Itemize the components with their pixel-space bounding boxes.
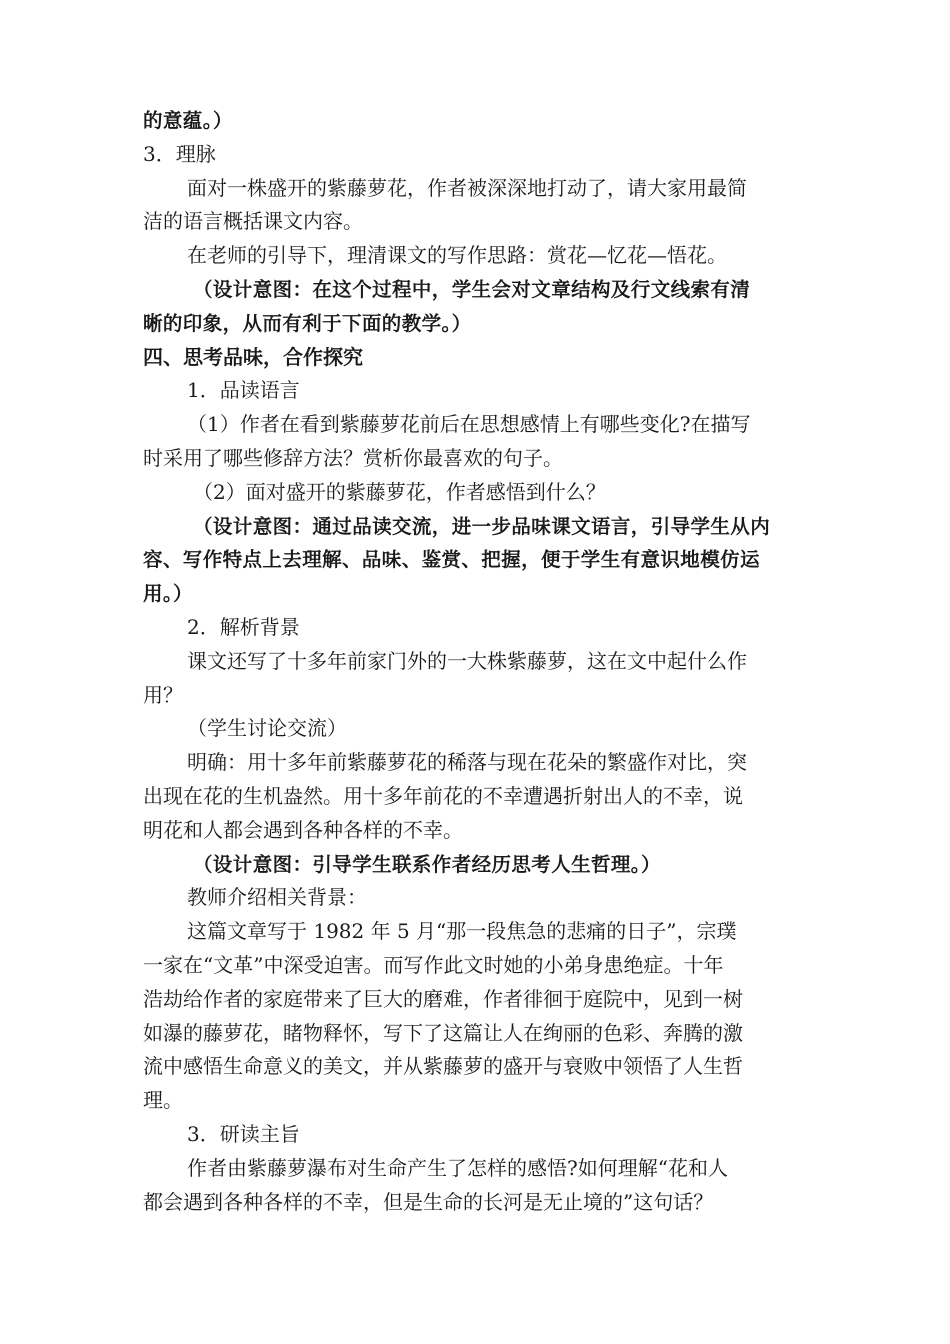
paragraph-line: 用？ [143, 682, 183, 707]
subheading: 3．理脉 [143, 141, 216, 166]
subheading: 1．品读语言 [187, 378, 300, 403]
paragraph-line: 明花和人都会遇到各种各样的不幸。 [143, 817, 463, 842]
paragraph-line: 在老师的引导下，理清课文的写作思路：赏花—忆花—悟花。 [187, 243, 727, 268]
paragraph-line: 课文还写了十多年前家门外的一大株紫藤萝，这在文中起什么作 [187, 648, 747, 673]
paragraph-line: 面对一株盛开的紫藤萝花，作者被深深地打动了，请大家用最简 [187, 175, 747, 200]
paragraph-line: 流中感悟生命意义的美文，并从紫藤萝的盛开与衰败中领悟了人生哲 [143, 1054, 743, 1079]
document-page [143, 104, 815, 1219]
design-intent-line: 晰的印象，从而有利于下面的教学。） [143, 311, 472, 335]
paragraph-line: 洁的语言概括课文内容。 [143, 209, 363, 234]
text-line: 的意蕴。） [143, 109, 233, 132]
section-heading: 四、思考品味，合作探究 [143, 344, 363, 369]
design-intent-line: （设计意图：引导学生联系作者经历思考人生哲理。） [193, 852, 661, 876]
paragraph-line: 时采用了哪些修辞方法？赏析你最喜欢的句子。 [143, 445, 563, 470]
subheading: 2．解析背景 [187, 614, 300, 639]
paragraph-line: 理。 [143, 1088, 183, 1113]
paragraph-line: 一家在“文革”中深受迫害。而写作此文时她的小弟身患绝症。十年 [143, 952, 724, 977]
paragraph-line: （2）面对盛开的紫藤萝花，作者感悟到什么？ [193, 479, 606, 504]
paragraph-line: （学生讨论交流） [187, 716, 347, 741]
paragraph-line: 出现在花的生机盎然。用十多年前花的不幸遭遇折射出人的不幸，说 [143, 783, 743, 808]
paragraph-line: 都会遇到各种各样的不幸，但是生命的长河是无止境的”这句话？ [143, 1189, 714, 1214]
paragraph-line: 明确：用十多年前紫藤萝花的稀落与现在花朵的繁盛作对比，突 [187, 750, 747, 775]
paragraph-line: （1）作者在看到紫藤萝花前后在思想感情上有哪些变化?在描写 [187, 412, 751, 437]
paragraph-line: 作者由紫藤萝瀑布对生命产生了怎样的感悟?如何理解“花和人 [187, 1155, 728, 1180]
design-intent-line: 容、写作特点上去理解、品味、鉴赏、把握，便于学生有意识地模仿运 [143, 548, 760, 572]
design-intent-line: （设计意图：通过品读交流，进一步品味课文语言，引导学生从内 [193, 514, 771, 538]
design-intent-line: 用。） [143, 582, 193, 606]
paragraph-line: 教师介绍相关背景： [187, 885, 367, 910]
paragraph-line: 这篇文章写于 1982 年 5 月“那一段焦急的悲痛的日子”，宗璞 [187, 919, 737, 944]
paragraph-line: 浩劫给作者的家庭带来了巨大的磨难，作者徘徊于庭院中，见到一树 [143, 986, 743, 1011]
design-intent-line: （设计意图：在这个过程中，学生会对文章结构及行文线索有清 [193, 277, 751, 301]
paragraph-line: 如瀑的藤萝花，睹物释怀，写下了这篇让人在绚丽的色彩、奔腾的激 [143, 1020, 743, 1045]
subheading: 3．研读主旨 [187, 1121, 300, 1146]
